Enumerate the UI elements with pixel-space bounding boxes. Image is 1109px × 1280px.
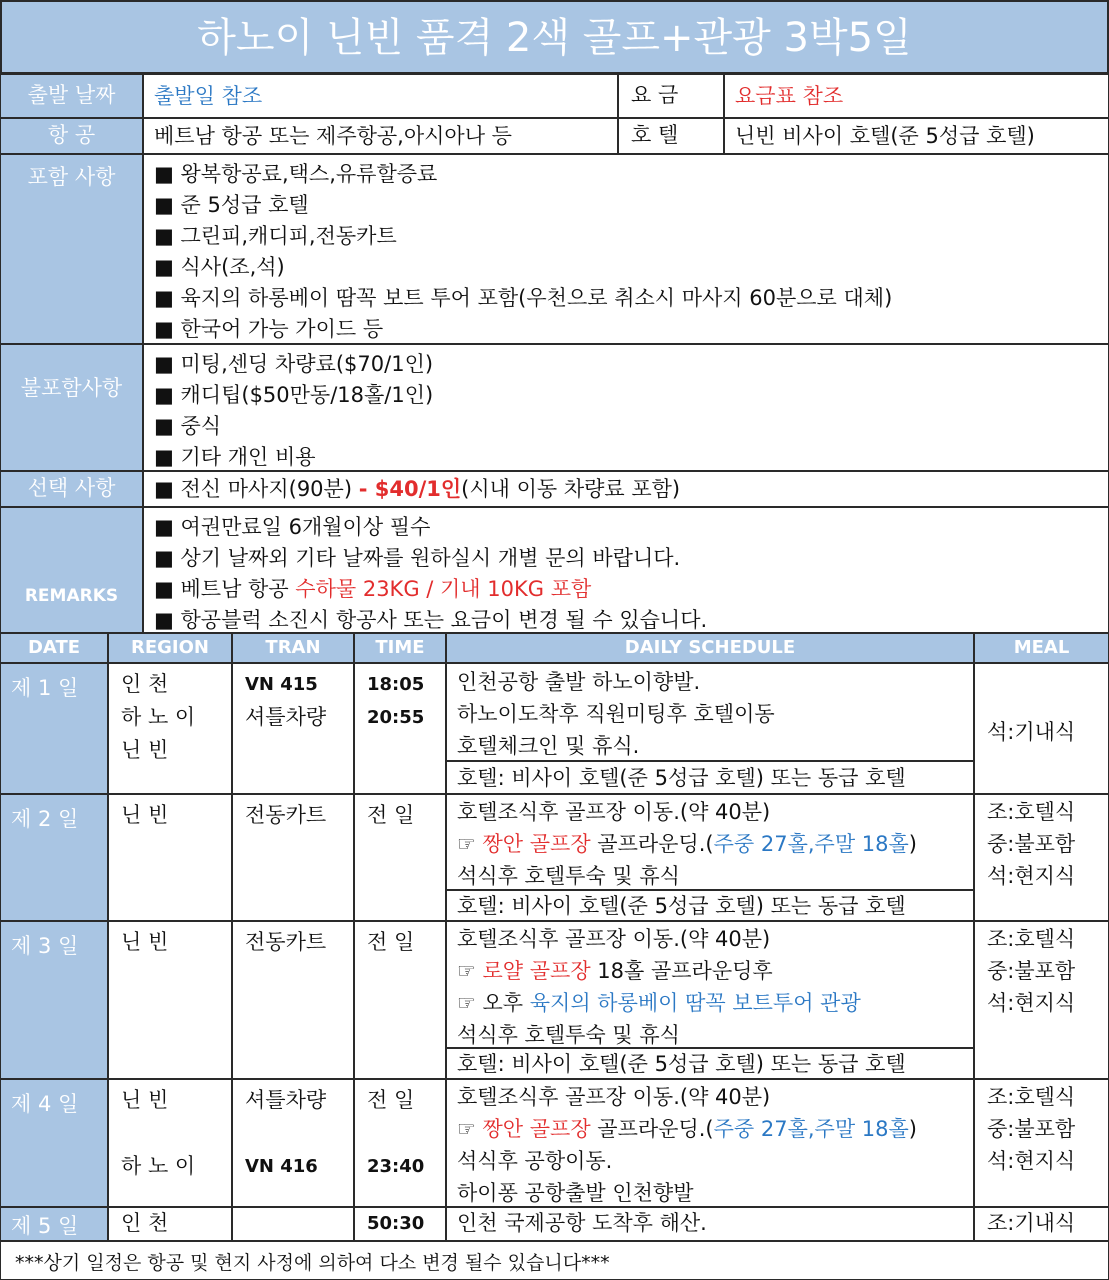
- schedule-text: ☞ 오후: [457, 991, 530, 1015]
- day-5-schedule: 인천 국제공항 도착후 해산.: [446, 1207, 974, 1241]
- schedule-line: 호텔체크인 및 휴식.: [457, 734, 640, 758]
- transport: 전동카트: [245, 930, 327, 954]
- hotel-value: 닌빈 비사이 호텔(준 5성급 호텔): [724, 118, 1109, 154]
- remarks-item-prefix: ■ 베트남 항공: [154, 577, 296, 601]
- optional-price: - $40/1인: [358, 477, 462, 501]
- golf-course: 로얄 골프장: [482, 959, 591, 983]
- remarks-baggage: 수하물 23KG / 기내 10KG 포함: [295, 577, 592, 601]
- meal: 중:불포함: [987, 1117, 1076, 1141]
- excluded-item: ■ 기타 개인 비용: [154, 445, 316, 469]
- meal: 조:호텔식: [987, 800, 1076, 824]
- day-1-hotel: 호텔: 비사이 호텔(준 5성급 호텔) 또는 동급 호텔: [446, 761, 974, 794]
- region: 인 천: [121, 672, 169, 696]
- golf-course: 짱안 골프장: [482, 1117, 591, 1141]
- time: 23:40: [367, 1156, 425, 1177]
- transport: 셔틀차량: [245, 705, 327, 729]
- schedule-text: 골프라운딩.(: [590, 832, 714, 856]
- remarks-label: REMARKS: [0, 507, 143, 633]
- header-tran: TRAN: [232, 633, 354, 663]
- day-4-schedule: [446, 1079, 974, 1207]
- schedule-line: [447, 987, 973, 1019]
- day-2-tran: [232, 794, 354, 921]
- day-3-meal: [974, 921, 1109, 1079]
- schedule-line: 하노이도착후 직원미팅후 호텔이동: [457, 702, 775, 726]
- header-region: REGION: [108, 633, 232, 663]
- meal: 석:현지식: [987, 991, 1076, 1015]
- day-3-hotel: 호텔: 비사이 호텔(준 5성급 호텔) 또는 동급 호텔: [446, 1048, 974, 1079]
- meal: 조:호텔식: [987, 927, 1076, 951]
- meal: 중:불포함: [987, 832, 1076, 856]
- schedule-line: 호텔조식후 골프장 이동.(약 40분): [457, 1085, 771, 1109]
- included-label: 포함 사항: [0, 154, 143, 344]
- meal: 석:기내식: [987, 720, 1076, 744]
- holes-info: 주중 27홀,주말 18홀: [713, 1117, 909, 1141]
- included-list: [143, 154, 1109, 344]
- remarks-item: ■ 상기 날짜외 기타 날짜를 원하실시 개별 문의 바랍니다.: [154, 546, 681, 570]
- remarks-item: [154, 574, 1098, 605]
- time: 20:55: [367, 707, 425, 728]
- transport: 전동카트: [245, 803, 327, 827]
- excluded-item: ■ 미팅,센딩 차량료($70/1인): [154, 352, 434, 376]
- optional-prefix: ■ 전신 마사지(90분): [154, 477, 359, 501]
- schedule-line: 석식후 호텔투숙 및 휴식: [457, 864, 680, 888]
- time: 전 일: [367, 1088, 415, 1112]
- excluded-list: [143, 344, 1109, 471]
- footer-note: ***상기 일정은 항공 및 현지 사정에 의하여 다소 변경 될수 있습니다***: [0, 1241, 1109, 1280]
- time: 전 일: [367, 930, 415, 954]
- time: 전 일: [367, 803, 415, 827]
- airline-value: 베트남 항공 또는 제주항공,아시아나 등: [143, 118, 618, 154]
- schedule-line: 호텔조식후 골프장 이동.(약 40분): [457, 800, 771, 824]
- included-item: ■ 왕복항공료,택스,유류할증료: [154, 162, 438, 186]
- golf-course: 짱안 골프장: [482, 832, 591, 856]
- schedule-text: ): [908, 832, 917, 856]
- schedule-line: [447, 1113, 973, 1145]
- header-date: DATE: [0, 633, 108, 663]
- pointer-icon: ☞: [457, 1117, 483, 1141]
- day-5-tran: [232, 1207, 354, 1241]
- price-label: 요 금: [618, 74, 724, 118]
- meal: 석:현지식: [987, 1149, 1076, 1173]
- included-item: ■ 준 5성급 호텔: [154, 193, 309, 217]
- day-1-label: 제 1 일: [0, 663, 108, 794]
- included-item: ■ 한국어 가능 가이드 등: [154, 317, 384, 341]
- header-meal: MEAL: [974, 633, 1109, 663]
- schedule-line: 하이퐁 공항출발 인천향발: [457, 1181, 694, 1205]
- meal: 중:불포함: [987, 959, 1076, 983]
- remarks-item: ■ 여권만료일 6개월이상 필수: [154, 515, 431, 539]
- header-time: TIME: [354, 633, 446, 663]
- meal: 석:현지식: [987, 864, 1076, 888]
- day-3-label: 제 3 일: [0, 921, 108, 1079]
- schedule-text: 골프라운딩.(: [590, 1117, 714, 1141]
- remarks-list: [143, 507, 1109, 633]
- schedule-line: 인천공항 출발 하노이향발.: [457, 670, 701, 694]
- region: 닌 빈: [121, 930, 169, 954]
- included-item: ■ 육지의 하롱베이 땀꼭 보트 투어 포함(우천으로 취소시 마사지 60분으로 대체): [154, 286, 893, 310]
- region: 닌 빈: [121, 738, 169, 762]
- region: 닌 빈: [121, 1088, 169, 1112]
- flight-number: VN 416: [245, 1156, 318, 1177]
- day-3-time: [354, 921, 446, 1079]
- day-4-label: 제 4 일: [0, 1079, 108, 1207]
- day-3-schedule: [446, 921, 974, 1048]
- schedule-text: ): [908, 1117, 917, 1141]
- day-2-hotel: 호텔: 비사이 호텔(준 5성급 호텔) 또는 동급 호텔: [446, 890, 974, 921]
- day-4-tran: [232, 1079, 354, 1207]
- day-1-time: [354, 663, 446, 794]
- spacer: [245, 1117, 341, 1150]
- included-item: ■ 그린피,캐디피,전동카트: [154, 224, 397, 248]
- day-3-regions: [108, 921, 232, 1079]
- time: 18:05: [367, 674, 425, 695]
- meal: 조:호텔식: [987, 1085, 1076, 1109]
- day-2-meal: [974, 794, 1109, 921]
- day-1-regions: [108, 663, 232, 794]
- schedule-line: 석식후 호텔투숙 및 휴식: [457, 1023, 680, 1047]
- holes-info: 주중 27홀,주말 18홀: [713, 832, 909, 856]
- schedule-line: 석식후 공항이동.: [457, 1149, 613, 1173]
- day-1-tran: [232, 663, 354, 794]
- day-2-schedule: [446, 794, 974, 890]
- day-5-region: 인 천: [108, 1207, 232, 1241]
- day-5-label: 제 5 일: [0, 1207, 108, 1241]
- spacer: [367, 1117, 433, 1150]
- day-5-time: 50:30: [354, 1207, 446, 1241]
- transport: 셔틀차량: [245, 1088, 327, 1112]
- optional-suffix: (시내 이동 차량료 포함): [461, 477, 681, 501]
- optional-label: 선택 사항: [0, 471, 143, 507]
- schedule-line: [447, 828, 973, 860]
- day-4-time: [354, 1079, 446, 1207]
- airline-label: 항 공: [0, 118, 143, 154]
- day-2-time: [354, 794, 446, 921]
- excluded-item: ■ 캐디팁($50만동/18홀/1인): [154, 383, 434, 407]
- flight-number: VN 415: [245, 674, 318, 695]
- price-value: 요금표 참조: [724, 74, 1109, 118]
- date-value: 출발일 참조: [143, 74, 618, 118]
- day-2-label: 제 2 일: [0, 794, 108, 921]
- day-4-meal: [974, 1079, 1109, 1207]
- region: 하 노 이: [121, 705, 196, 729]
- day-2-regions: [108, 794, 232, 921]
- optional-value: [143, 471, 1109, 507]
- excluded-label: 불포함사항: [0, 344, 143, 471]
- header-daily-schedule: DAILY SCHEDULE: [446, 633, 974, 663]
- page-title: 하노이 닌빈 품격 2색 골프+관광 3박5일: [0, 0, 1109, 74]
- spacer: [121, 1117, 219, 1150]
- excluded-item: ■ 중식: [154, 414, 222, 438]
- tour-info: 육지의 하롱베이 땀꼭 보트투어 관광: [529, 991, 861, 1015]
- pointer-icon: ☞: [457, 959, 483, 983]
- region: 닌 빈: [121, 803, 169, 827]
- date-label: 출발 날짜: [0, 74, 143, 118]
- remarks-item: ■ 항공블럭 소진시 항공사 또는 요금이 변경 될 수 있습니다.: [154, 608, 708, 632]
- day-3-tran: [232, 921, 354, 1079]
- day-4-regions: [108, 1079, 232, 1207]
- day-1-schedule: [446, 663, 974, 761]
- schedule-text: 18홀 골프라운딩후: [590, 959, 773, 983]
- schedule-line: [447, 955, 973, 987]
- pointer-icon: ☞: [457, 832, 483, 856]
- hotel-label: 호 텔: [618, 118, 724, 154]
- included-item: ■ 식사(조,석): [154, 255, 285, 279]
- day-1-meal: [974, 663, 1109, 794]
- region: 하 노 이: [121, 1154, 196, 1178]
- day-5-meal: 조:기내식: [974, 1207, 1109, 1241]
- schedule-line: 호텔조식후 골프장 이동.(약 40분): [457, 927, 771, 951]
